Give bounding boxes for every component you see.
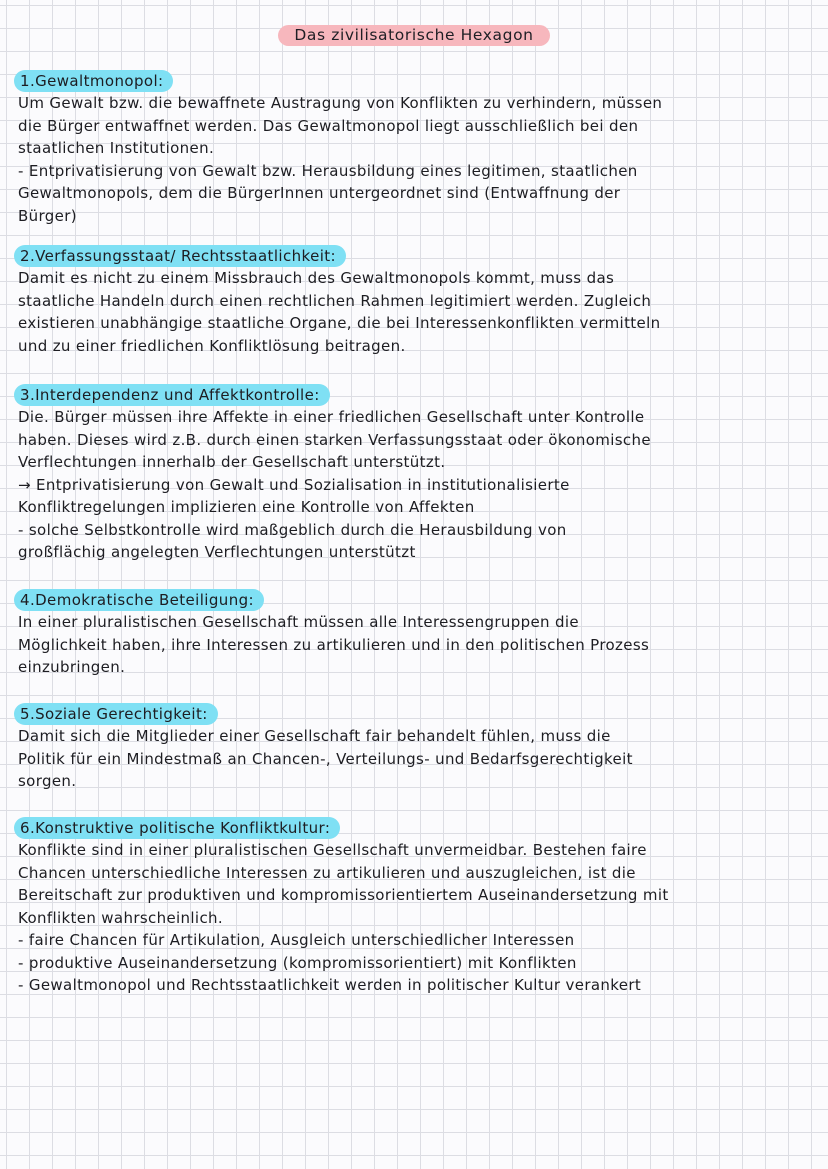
section-interdependenz (18, 384, 818, 564)
text-line: Damit sich die Mitglieder einer Gesellschaft fair behandelt fühlen, muss die (18, 727, 611, 745)
section-demokratische-beteiligung (18, 589, 818, 679)
text-line: - solche Selbstkontrolle wird maßgeblich durch die Herausbildung von (18, 520, 567, 539)
text-line: Konflikte sind in einer pluralistischen Gesellschaft unvermeidbar. Bestehen faire (18, 841, 647, 859)
section-heading: 5.Soziale Gerechtigkeit: (14, 703, 218, 725)
section-verfassungsstaat (18, 245, 818, 357)
section-heading: 6.Konstruktive politische Konfliktkultur: (14, 817, 340, 839)
text-line: und zu einer friedlichen Konfliktlösung beitragen. (18, 336, 406, 355)
text-line: Bereitschaft zur produktiven und kompromissorientiertem Auseinandersetzung mit (18, 886, 669, 904)
text-line: haben. Dieses wird z.B. durch einen starken Verfassungsstaat oder ökonomische (18, 430, 651, 449)
title-wrapper (0, 25, 828, 46)
section-heading: 1.Gewaltmonopol: (14, 70, 173, 92)
text-line: Politik für ein Mindestmaß an Chancen-, Verteilungs- und Bedarfsgerechtigkeit (18, 749, 633, 768)
text-line: staatliche Handeln durch einen rechtlichen Rahmen legitimiert werden. Zugleich (18, 291, 652, 310)
text-line: Chancen unterschiedliche Interessen zu artikulieren und auszugleichen, ist die (18, 863, 636, 882)
section-soziale-gerechtigkeit (18, 703, 818, 793)
section-heading: 3.Interdependenz und Affektkontrolle: (14, 384, 330, 406)
text-line: Um Gewalt bzw. die bewaffnete Austragung von Konflikten zu verhindern, müssen (18, 94, 663, 112)
section-gewaltmonopol (18, 70, 818, 227)
text-line: - Gewaltmonopol und Rechtsstaatlichkeit werden in politischer Kultur verankert (18, 976, 642, 994)
text-line: Möglichkeit haben, ihre Interessen zu artikulieren und in den politischen Prozess (18, 635, 650, 654)
section-konfliktkultur (18, 817, 818, 997)
text-line: In einer pluralistischen Gesellschaft müssen alle Interessengruppen die (18, 613, 580, 631)
text-line: die Bürger entwaffnet werden. Das Gewaltmonopol liegt ausschließlich bei den (18, 116, 639, 135)
page-title: Das zivilisatorische Hexagon (278, 25, 549, 46)
text-line: Konfliktregelungen implizieren eine Kontrolle von Affekten (18, 498, 475, 516)
section-heading: 4.Demokratische Beteiligung: (14, 589, 264, 611)
text-line: Gewaltmonopols, dem die BürgerInnen untergeordnet sind (Entwaffnung der (18, 184, 621, 202)
text-line: - produktive Auseinandersetzung (kompromissorientiert) mit Konflikten (18, 953, 577, 972)
text-line: Verflechtungen innerhalb der Gesellschaft unterstützt. (18, 453, 446, 471)
text-line: Konflikten wahrscheinlich. (18, 908, 224, 927)
text-line: großflächig angelegten Verflechtungen unterstützt (18, 543, 416, 561)
text-line: sorgen. (18, 772, 77, 790)
text-line: Damit es nicht zu einem Missbrauch des Gewaltmonopols kommt, muss das (18, 269, 615, 287)
text-line: existieren unabhängige staatliche Organe, die bei Interessenkonflikten vermitteln (18, 314, 661, 332)
text-line: Bürger) (18, 206, 77, 225)
text-line: einzubringen. (18, 658, 126, 676)
text-line: - Entprivatisierung von Gewalt bzw. Herausbildung eines legitimen, staatlichen (18, 161, 638, 180)
text-line: Die. Bürger müssen ihre Affekte in einer friedlichen Gesellschaft unter Kontrolle (18, 408, 645, 426)
text-line: → Entprivatisierung von Gewalt und Sozialisation in institutionalisierte (18, 475, 570, 494)
section-heading: 2.Verfassungsstaat/ Rechtsstaatlichkeit: (14, 245, 346, 267)
text-line: staatlichen Institutionen. (18, 139, 215, 157)
text-line: - faire Chancen für Artikulation, Ausgleich unterschiedlicher Interessen (18, 931, 575, 949)
